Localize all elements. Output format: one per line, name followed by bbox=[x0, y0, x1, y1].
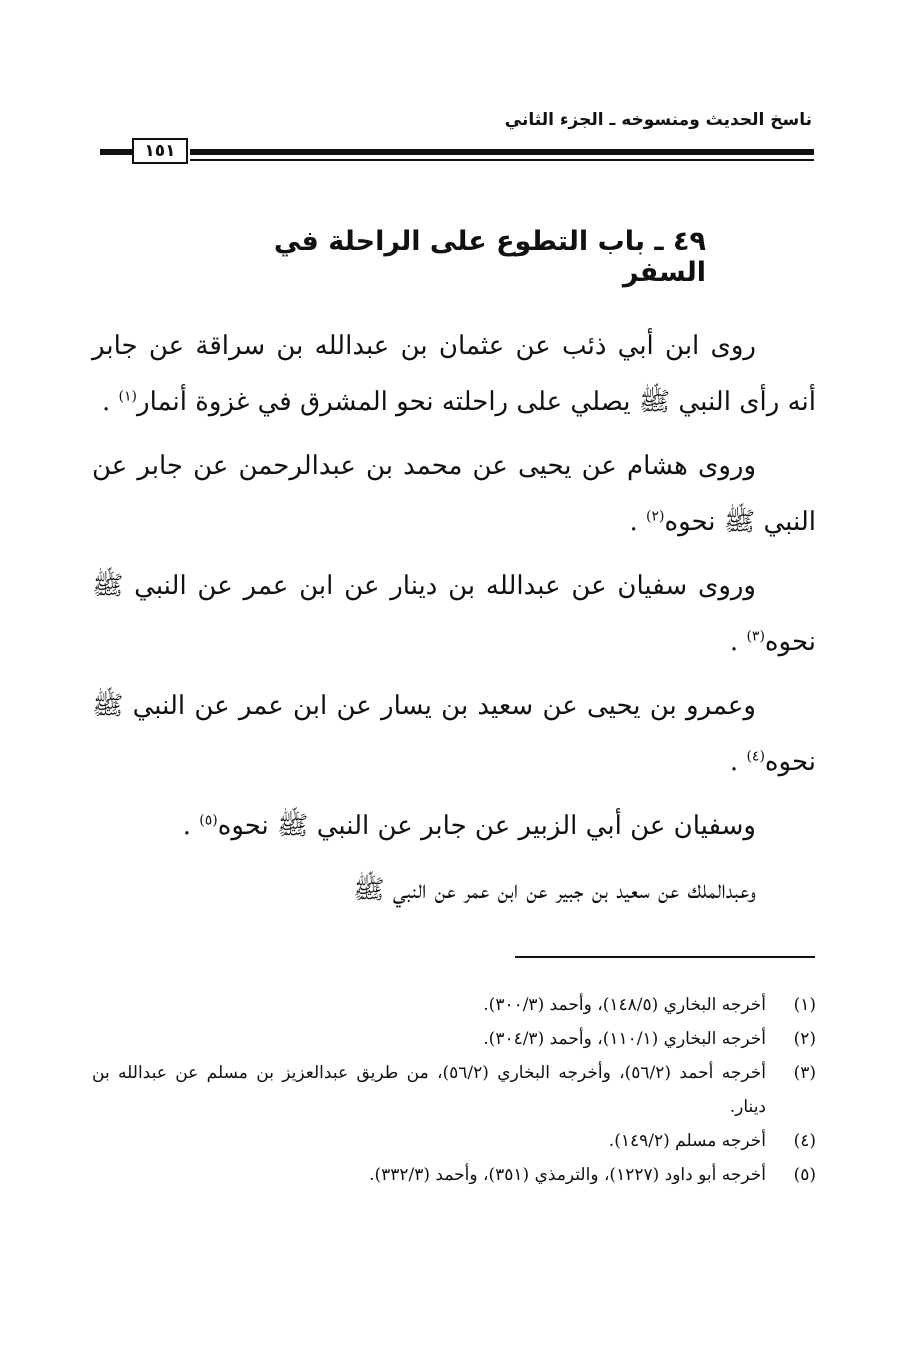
footnote bbox=[92, 1158, 816, 1192]
footnote bbox=[92, 1022, 816, 1056]
footnote bbox=[92, 1124, 816, 1158]
footnote-separator bbox=[515, 956, 815, 958]
footnote-ref[interactable]: (٥) bbox=[199, 812, 218, 829]
footnote-number: (١) bbox=[793, 995, 816, 1015]
footnote-number: (٢) bbox=[793, 1029, 816, 1049]
page-number: ١٥١ bbox=[132, 138, 188, 164]
paragraph-end: . bbox=[182, 811, 191, 841]
body-text bbox=[92, 318, 816, 926]
footnote-ref[interactable]: (٤) bbox=[746, 748, 765, 765]
paragraph bbox=[92, 558, 816, 670]
footnote-ref[interactable]: (١) bbox=[118, 388, 138, 405]
paragraph-text: وروى هشام عن يحيى عن محمد بن عبدالرحمن عن جابر عن النبي ﷺ نحوه bbox=[92, 451, 816, 537]
footnote bbox=[92, 1056, 816, 1124]
footnote-number: (٤) bbox=[793, 1131, 816, 1151]
paragraph-end: . bbox=[729, 747, 739, 777]
footnote-number: (٥) bbox=[793, 1165, 816, 1185]
footnote-ref[interactable]: (٣) bbox=[746, 628, 765, 645]
paragraph-end: . bbox=[629, 507, 638, 537]
footnote-text: أخرجه البخاري (١٤٨/٥)، وأحمد (٣٠٠/٣). bbox=[483, 995, 766, 1015]
paragraph bbox=[92, 318, 816, 430]
paragraph-text: وعبدالملك عن سعيد بن جبير عن ابن عمر عن النبي ﷺ bbox=[353, 875, 756, 905]
footnote bbox=[92, 988, 816, 1022]
footnote-ref[interactable]: (٢) bbox=[646, 508, 665, 525]
paragraph bbox=[92, 678, 816, 790]
paragraph-end: . bbox=[102, 387, 111, 417]
paragraph bbox=[92, 438, 816, 550]
paragraph-end: . bbox=[729, 627, 739, 657]
paragraph-text: روى ابن أبي ذئب عن عثمان بن عبدالله بن سراقة عن جابر أنه رأى النبي ﷺ يصلي على راحلته نحو المشرق في غزوة أنمار bbox=[92, 331, 816, 417]
running-header-title: ناسخ الحديث ومنسوخه ـ الجزء الثاني bbox=[504, 110, 812, 130]
footnote-text: أخرجه مسلم (١٤٩/٢). bbox=[608, 1131, 766, 1151]
chapter-title: ٤٩ ـ باب التطوع على الراحلة في السفر bbox=[273, 226, 706, 288]
paragraph bbox=[92, 862, 816, 918]
paragraph-text: وعمرو بن يحيى عن سعيد بن يسار عن ابن عمر عن النبي ﷺ نحوه bbox=[92, 691, 816, 777]
footnote-text: أخرجه أبو داود (١٢٢٧)، والترمذي (٣٥١)، وأحمد (٣٣٢/٣). bbox=[369, 1165, 766, 1185]
footnote-text: أخرجه البخاري (١١٠/١)، وأحمد (٣٠٤/٣). bbox=[483, 1029, 766, 1049]
paragraph-text: وروى سفيان عن عبدالله بن دينار عن ابن عمر عن النبي ﷺ نحوه bbox=[92, 571, 816, 657]
header-rule-thick bbox=[190, 149, 814, 155]
header-rule-thin bbox=[190, 159, 814, 161]
footnote-number: (٣) bbox=[793, 1063, 816, 1083]
paragraph-text: وسفيان عن أبي الزبير عن جابر عن النبي ﷺ نحوه bbox=[217, 811, 756, 841]
footnotes bbox=[92, 988, 816, 1192]
paragraph bbox=[92, 798, 816, 854]
footnote-text: أخرجه أحمد (٥٦/٢)، وأخرجه البخاري (٥٦/٢)، من طريق عبدالعزيز بن مسلم عن عبدالله بن دينار. bbox=[92, 1063, 766, 1117]
header-rule-left bbox=[100, 149, 132, 155]
